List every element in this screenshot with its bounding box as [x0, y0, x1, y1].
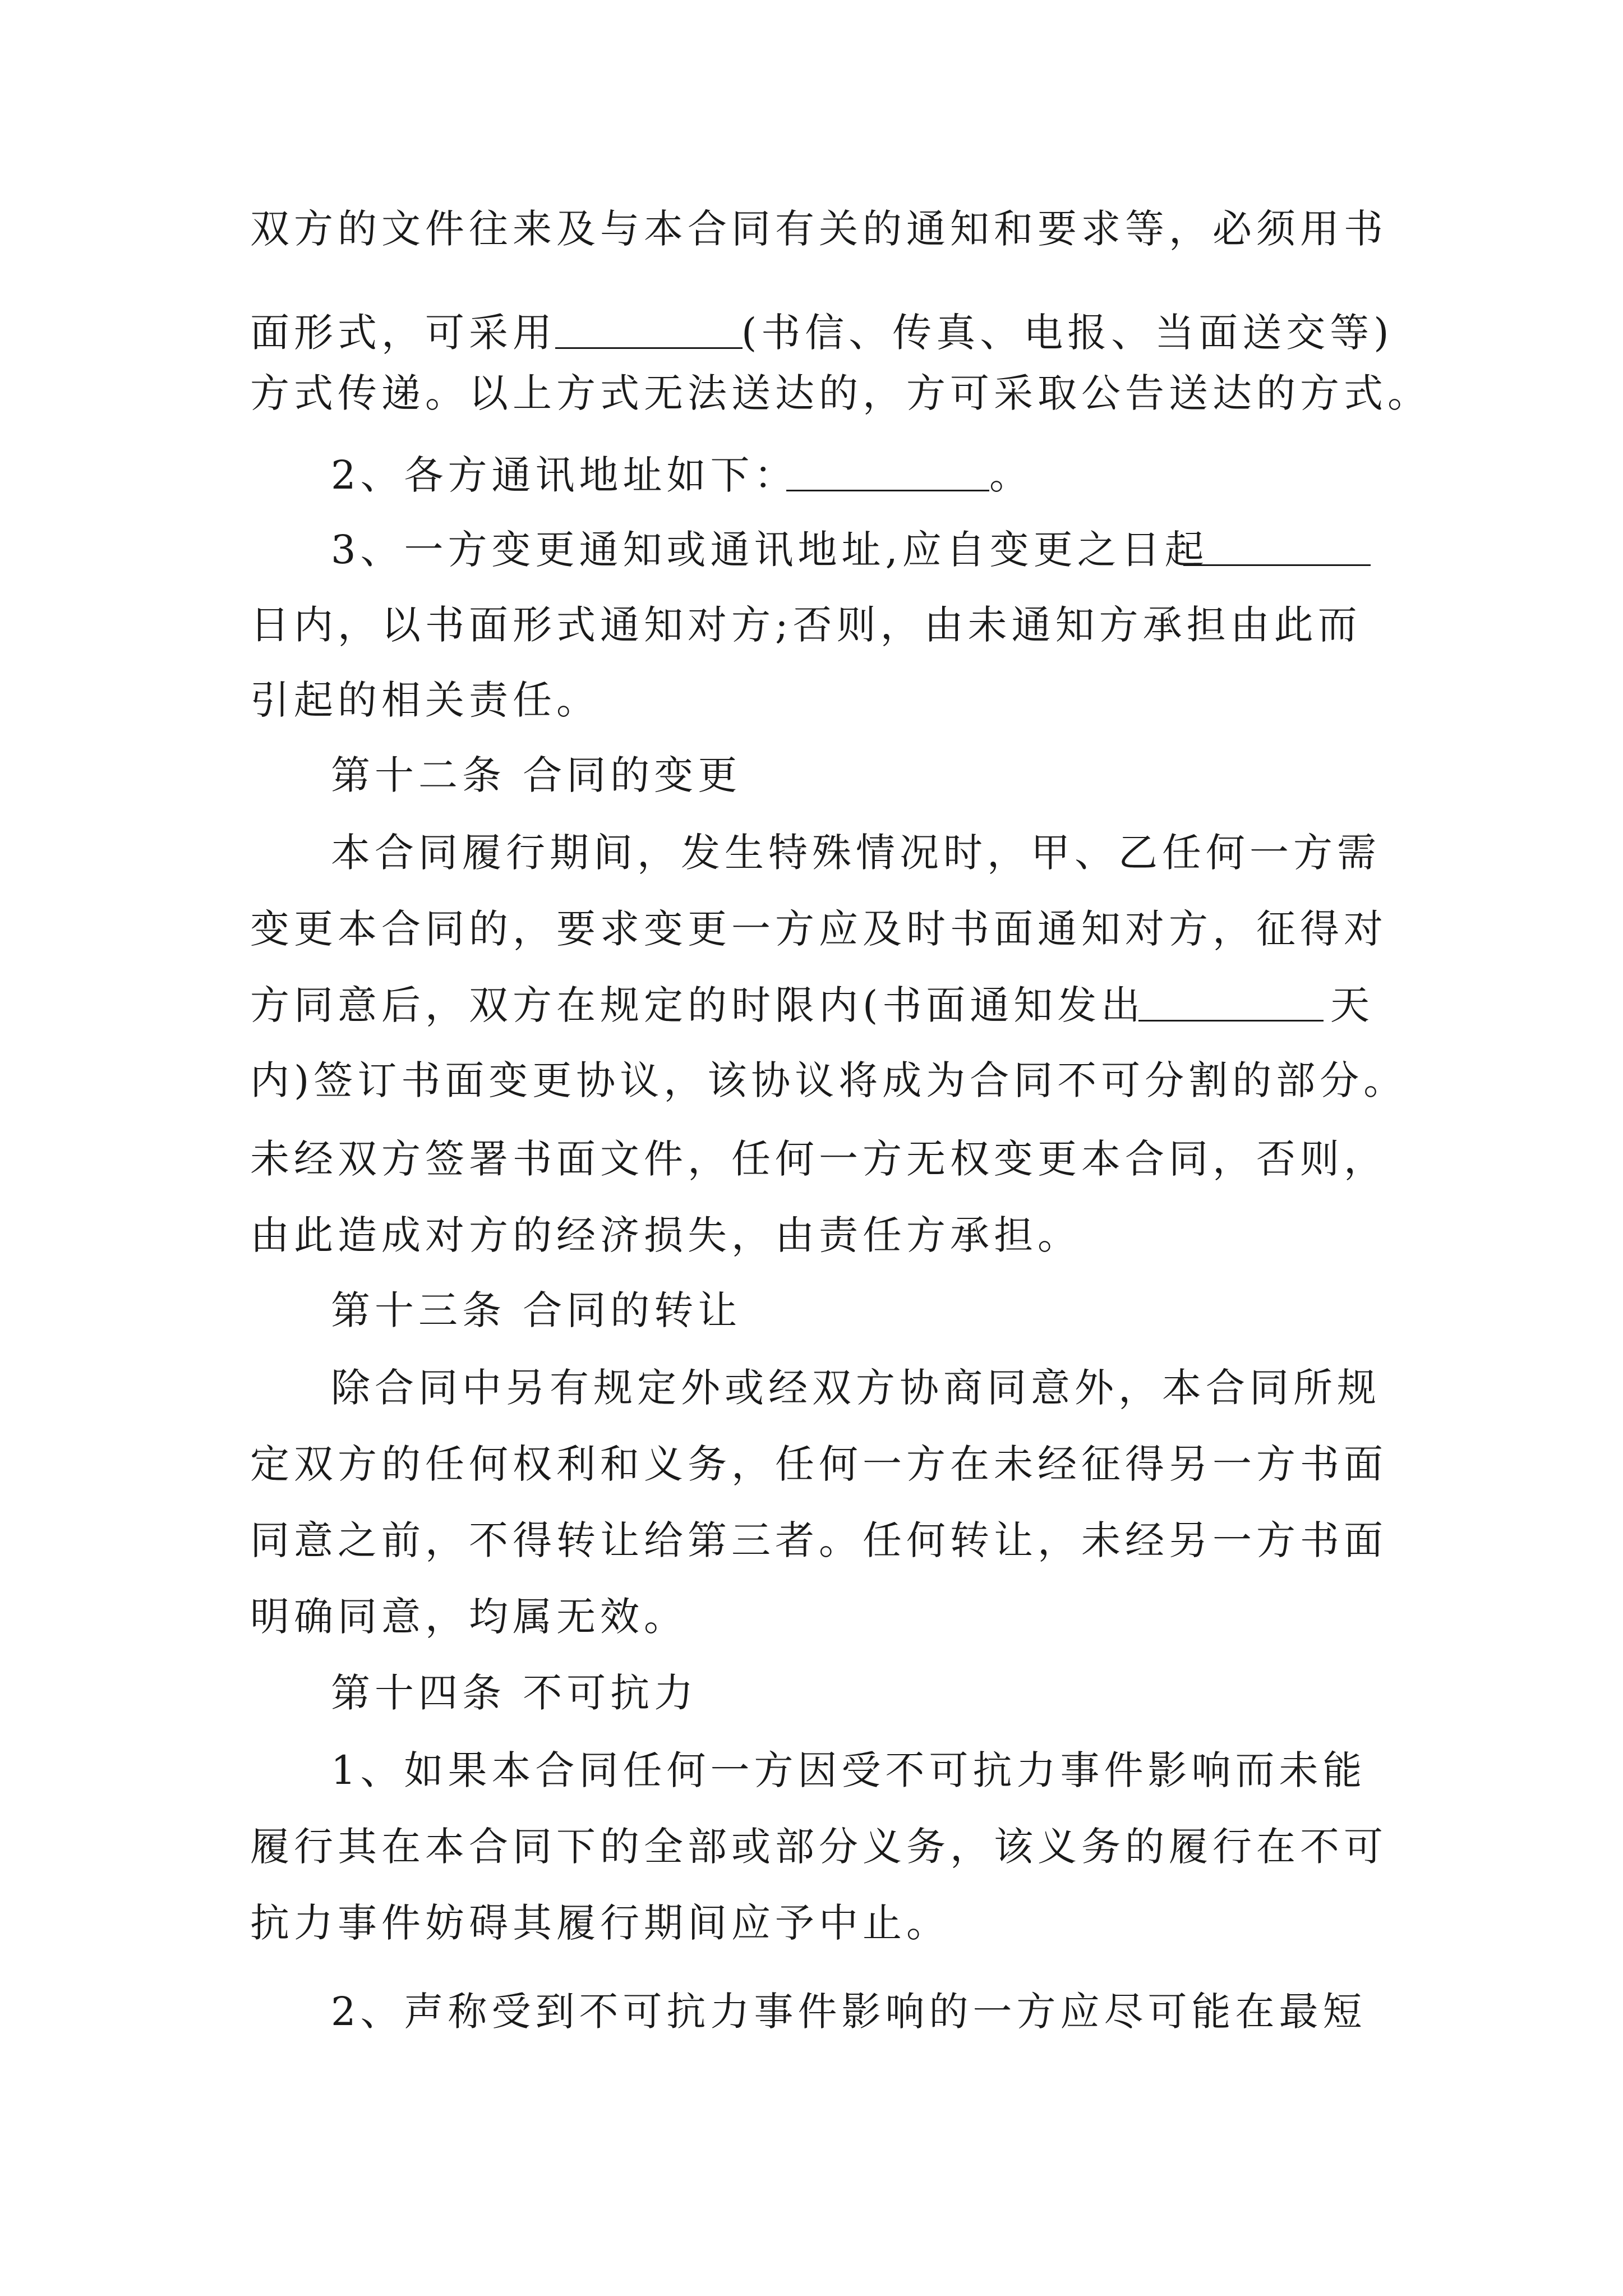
text-line: [0, 1659, 1623, 1727]
paragraph-text: 履行其在本合同下的全部或部分义务，该义务的履行在不可: [250, 1824, 1387, 1870]
paragraph-text: 同意之前，不得转让给第三者。任何转让，未经另一方书面: [250, 1517, 1387, 1563]
text-line: [0, 1047, 1623, 1114]
fill-in-blank: [1138, 987, 1324, 1022]
paragraph-text: 未经双方签署书面文件，任何一方无权变更本合同，否则，: [250, 1136, 1387, 1182]
text-line: [0, 1202, 1623, 1269]
paragraph-text: 定双方的任何权利和义务，任何一方在未经征得另一方书面: [250, 1441, 1387, 1487]
text-line: [0, 666, 1623, 734]
paragraph-text: 除合同中另有规定外或经双方协商同意外，本合同所规: [331, 1365, 1381, 1411]
text-line: [0, 1507, 1623, 1574]
paragraph-text: 方式传递。以上方式无法送达的，方可采取公告送达的方式。: [250, 370, 1431, 416]
section-heading: 第十三条 合同的转让: [331, 1287, 742, 1333]
paragraph-text: (书信、传真、电报、当面送交等): [741, 310, 1394, 356]
text-line: [0, 819, 1623, 886]
text-line: [0, 972, 1623, 1039]
paragraph-text: 面形式，可采用: [250, 310, 556, 356]
fill-in-blank: [555, 315, 743, 349]
text-line: [0, 441, 1623, 509]
paragraph-text: 双方的文件往来及与本合同有关的通知和要求等，必须用书: [250, 206, 1387, 252]
paragraph-text: 抗力事件妨碍其履行期间应予中止。: [250, 1900, 950, 1946]
text-line: [0, 1354, 1623, 1421]
text-line: [0, 1430, 1623, 1498]
paragraph-text: 日内，以书面形式通知对方;否则，由未通知方承担由此而: [250, 602, 1362, 648]
paragraph-text: 。: [989, 452, 1033, 498]
text-line: [0, 1277, 1623, 1344]
paragraph-text: 1、如果本合同任何一方因受不可抗力事件影响而未能: [331, 1747, 1367, 1793]
section-heading: 第十四条 不可抗力: [331, 1670, 698, 1716]
paragraph-text: 3、一方变更通知或通讯地址,应自变更之日起: [331, 527, 1209, 573]
fill-in-blank: [786, 457, 989, 491]
paragraph-text: 本合同履行期间，发生特殊情况时，甲、乙任何一方需: [331, 830, 1381, 876]
text-line: [0, 742, 1623, 809]
paragraph-text: 2、声称受到不可抗力事件影响的一方应尽可能在最短: [331, 1989, 1367, 2035]
text-line: [0, 360, 1623, 427]
text-line: [0, 1125, 1623, 1193]
text-line: [0, 195, 1623, 263]
text-line: [0, 516, 1623, 583]
text-line: [0, 1889, 1623, 1957]
paragraph-text: 2、各方通讯地址如下：: [331, 452, 798, 498]
paragraph-text: 变更本合同的，要求变更一方应及时书面通知对方，征得对: [250, 906, 1387, 952]
paragraph-text: 引起的相关责任。: [250, 677, 600, 723]
text-line: [0, 299, 1623, 366]
paragraph-text: 由此造成对方的经济损失，由责任方承担。: [250, 1212, 1081, 1258]
text-line: [0, 1583, 1623, 1650]
paragraph-text: 方同意后，双方在规定的时限内(书面通知发出: [250, 982, 1145, 1028]
paragraph-text: 天: [1330, 982, 1374, 1028]
text-line: [0, 591, 1623, 659]
paragraph-text: 明确同意，均属无效。: [250, 1594, 688, 1640]
text-line: [0, 895, 1623, 963]
text-line: [0, 1813, 1623, 1880]
paragraph-text: 内)签订书面变更协议，该协议将成为合同不可分割的部分。: [250, 1057, 1408, 1103]
text-line: [0, 1978, 1623, 2045]
fill-in-blank: [1183, 532, 1371, 566]
text-line: [0, 1737, 1623, 1804]
section-heading: 第十二条 合同的变更: [331, 752, 742, 798]
